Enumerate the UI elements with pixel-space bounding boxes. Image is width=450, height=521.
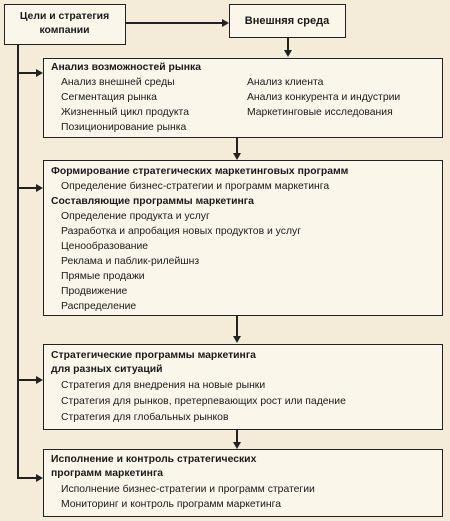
program-component-item: Продвижение (61, 286, 128, 297)
execution-control-box (43, 449, 443, 517)
market-analysis-left-item: Жизненный цикл продукта (61, 107, 189, 118)
goals-strategy-line1: Цели и стратегия (19, 11, 110, 22)
external-environment-box (229, 4, 346, 38)
execution-control-item: Исполнение бизнес-стратегии и программ стратегии (61, 484, 315, 495)
goals-strategy-line2: компании (39, 25, 90, 36)
arrow-down-box2 (233, 153, 241, 160)
arrow-down-box1 (284, 50, 292, 57)
arrow-down-box4 (233, 442, 241, 449)
strategic-programs-title: Формирование стратегических маркетинговых программ (51, 166, 349, 177)
program-component-item: Реклама и паблик-рилейшнз (61, 256, 200, 267)
market-analysis-right-item: Анализ клиента (247, 77, 324, 88)
program-component-item: Ценообразование (61, 241, 149, 252)
arrow-right-box1 (36, 69, 43, 77)
external-environment-title: Внешняя среда (244, 15, 330, 27)
market-analysis-left-item: Сегментация рынка (61, 92, 157, 103)
arrow-right-box3 (36, 376, 43, 384)
program-component-item: Разработка и апробация новых продуктов и услуг (61, 226, 301, 237)
execution-control-item: Мониторинг и контроль программ маркетинга (61, 499, 281, 510)
strategic-programs-box (43, 160, 443, 316)
box2-to-box3-line (236, 316, 238, 338)
arrow-right-box2 (36, 184, 43, 192)
market-analysis-right-item: Анализ конкурента и индустрии (247, 92, 401, 103)
goals-spine-line (17, 45, 19, 478)
market-analysis-title: Анализ возможностей рынка (51, 62, 201, 73)
goals-strategy-box (4, 4, 126, 45)
execution-control-title-line1: Исполнение и контроль стратегических (51, 454, 257, 465)
strategic-programs-item: Определение бизнес-стратегии и программ маркетинга (61, 181, 330, 192)
arrow-right-env (222, 19, 229, 27)
program-components-subtitle: Составляющие программы маркетинга (51, 196, 254, 207)
program-component-item: Прямые продажи (61, 271, 145, 282)
market-analysis-box (43, 58, 443, 138)
situational-programs-title-line1: Стратегические программы маркетинга (51, 350, 256, 361)
arrow-right-box4 (36, 474, 43, 482)
situational-program-item: Стратегия для глобальных рынков (61, 412, 229, 423)
situational-programs-title-line2: для разных ситуаций (51, 364, 163, 375)
arrow-down-box3 (233, 336, 241, 343)
program-component-item: Определение продукта и услуг (61, 211, 210, 222)
goals-to-env-line (126, 22, 227, 24)
market-analysis-left-item: Анализ внешней среды (61, 77, 175, 88)
program-component-item: Распределение (61, 301, 137, 312)
situational-program-item: Стратегия для рынков, претерпевающих рост или падение (61, 396, 346, 407)
situational-programs-box (43, 344, 443, 430)
execution-control-title-line2: программ маркетинга (51, 468, 164, 479)
market-analysis-right-item: Маркетинговые исследования (247, 107, 393, 118)
market-analysis-left-item: Позиционирование рынка (61, 122, 187, 133)
situational-program-item: Стратегия для внедрения на новые рынки (61, 380, 266, 391)
